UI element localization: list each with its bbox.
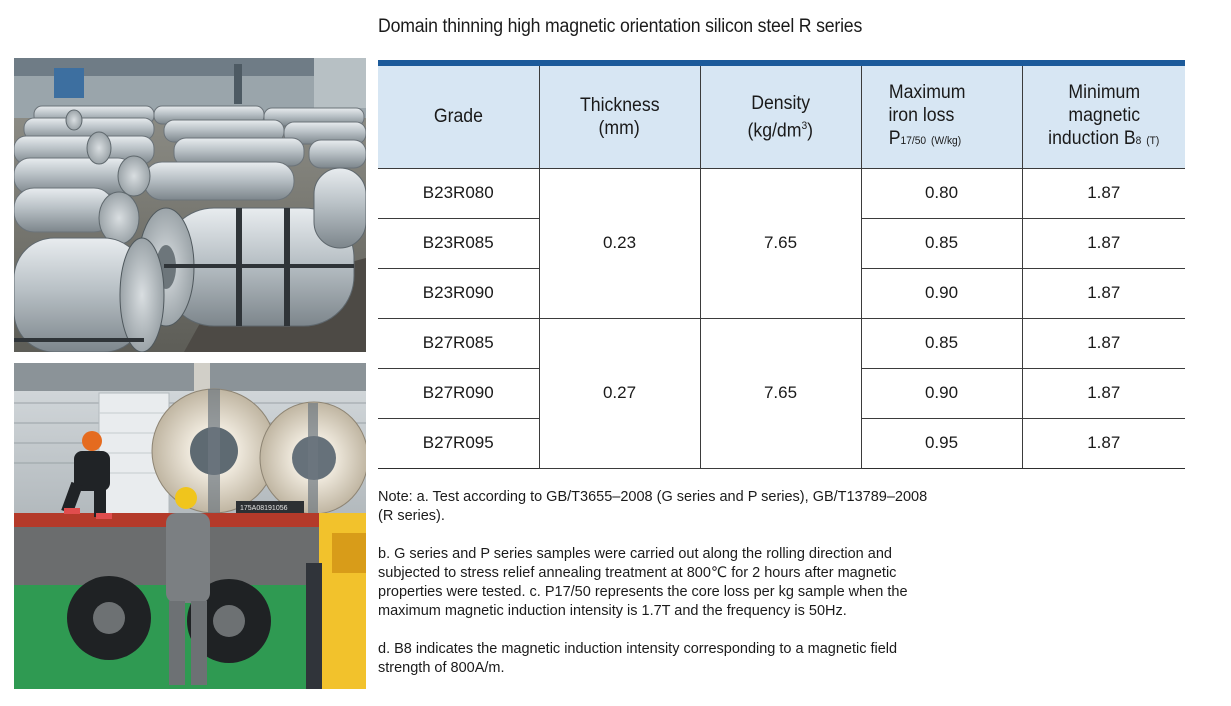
cell-iron-loss: 0.80 — [861, 168, 1022, 218]
cell-grade: B23R090 — [378, 268, 539, 318]
cell-induction: 1.87 — [1022, 168, 1185, 218]
cell-iron-loss: 0.90 — [861, 268, 1022, 318]
cell-grade: B23R085 — [378, 218, 539, 268]
specs-table — [378, 60, 1185, 469]
cell-induction: 1.87 — [1022, 418, 1185, 468]
cell-grade: B27R085 — [378, 318, 539, 368]
table-row — [378, 168, 1185, 218]
cell-thickness: 0.27 — [539, 318, 700, 468]
cell-density: 7.65 — [700, 168, 861, 318]
header-density: Density $(kg/dm^3)$ — [700, 66, 861, 168]
coil-label-text: 175A08191056 — [240, 505, 288, 512]
cell-grade: B23R080 — [378, 168, 539, 218]
notes-section — [378, 488, 938, 678]
note-b-c: b. G series and P series samples were carried out along the rolling direction and subjected to stress relief annealing treatment at 800℃ for 2 hours after magnetic properties were tested. c. P17/50 represents the core loss per kg sample when the maximum magnetic induction intensity is 1.7T and the frequency is 50Hz. — [378, 546, 908, 619]
cell-grade: B27R090 — [378, 368, 539, 418]
page-title: Domain thinning high magnetic orientation silicon steel R series — [378, 16, 863, 37]
cell-iron-loss: 0.90 — [861, 368, 1022, 418]
cell-induction: 1.87 — [1022, 218, 1185, 268]
note-d: d. B8 indicates the magnetic induction intensity corresponding to a magnetic field strength of 800A/m. — [378, 641, 898, 676]
cell-iron-loss: 0.85 — [861, 318, 1022, 368]
cell-thickness: 0.23 — [539, 168, 700, 318]
coil-truck-loading-photo — [14, 363, 366, 689]
cell-density: 7.65 — [700, 318, 861, 468]
steel-coils-warehouse-photo — [14, 58, 366, 352]
table-row — [378, 318, 1185, 368]
cell-induction: 1.87 — [1022, 318, 1185, 368]
cell-induction: 1.87 — [1022, 268, 1185, 318]
cell-iron-loss: 0.85 — [861, 218, 1022, 268]
header-grade: Grade — [378, 66, 539, 168]
cell-induction: 1.87 — [1022, 368, 1185, 418]
note-a: Note: a. Test according to GB/T3655–2008 (G series and P series), GB/T13789–2008 (R series). — [378, 489, 928, 524]
table-header-row — [378, 66, 1185, 168]
cell-iron-loss: 0.95 — [861, 418, 1022, 468]
header-iron-loss: Maximum iron loss P17/50 (W/kg) — [861, 66, 1022, 168]
header-thickness: Thickness (mm) — [539, 66, 700, 168]
cell-grade: B27R095 — [378, 418, 539, 468]
header-induction: Minimum magnetic induction B8 (T) — [1022, 66, 1185, 168]
